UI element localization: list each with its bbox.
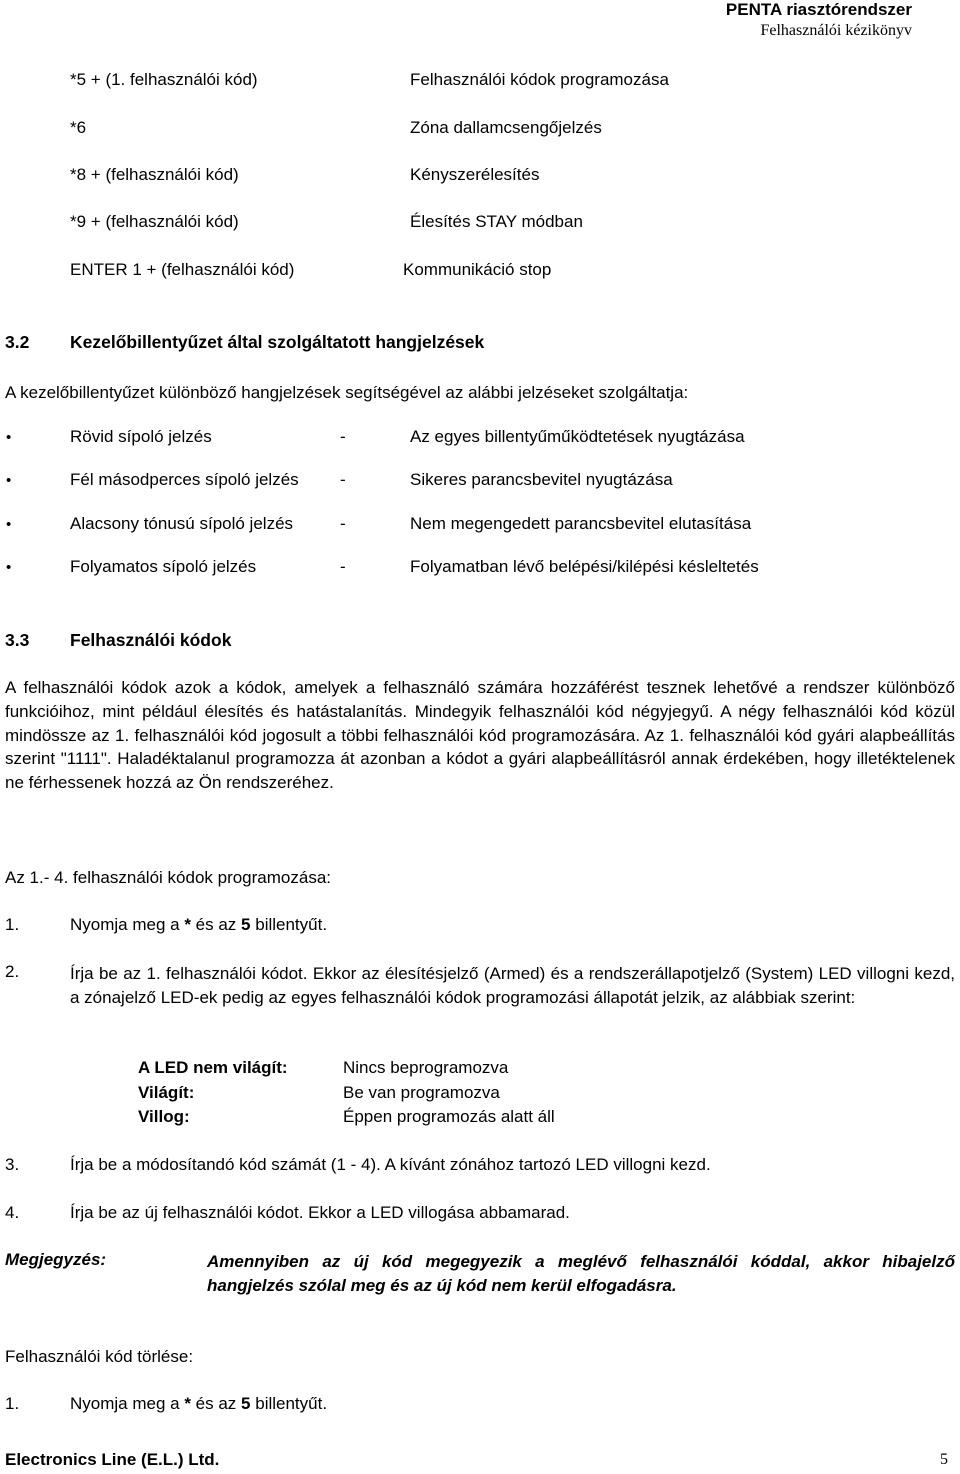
command-desc: Zóna dallamcsengőjelzés xyxy=(410,118,602,137)
delete-heading: Felhasználói kód törlése: xyxy=(5,1347,194,1366)
command-desc: Kommunikáció stop xyxy=(403,260,552,279)
bullet-icon: • xyxy=(6,429,12,446)
header-title: PENTA riasztórendszer xyxy=(725,0,912,19)
section-title: Felhasználói kódok xyxy=(70,630,232,650)
step-number: 3. xyxy=(5,1155,20,1174)
command-key: ENTER 1 + (felhasználói kód) xyxy=(70,260,295,279)
header-subtitle: Felhasználói kézikönyv xyxy=(760,22,912,39)
signal-name: Fél másodperces sípoló jelzés xyxy=(70,470,299,489)
star-key: * xyxy=(184,1394,191,1413)
step-number: 2. xyxy=(5,962,20,981)
section-paragraph: A felhasználói kódok azok a kódok, amelyek a felhasználó számára hozzáférést tesznek lehetővé a rendszer különböző funkcióihoz, mint például élesítés és hatástalanítás. Mindegyik felhasználói kód négyjegyű. A négy felhasználói kód közül mindössze az 1. felhasználói kód jogosult a többi felhasználói kód programozására. Az 1. felhasználói kód gyári alapbeállítás szerint "1111". Haladéktalanul programozza át azonban a kódot a gyári alapbeállításról annak érdekében, hogy illetéktelenek ne férhessenek hozzá az Ön rendszeréhez. xyxy=(5,678,955,793)
led-state-value: Nincs beprogramozva xyxy=(343,1058,509,1077)
footer-company: Electronics Line (E.L.) Ltd. xyxy=(5,1450,220,1469)
signal-meaning: Nem megengedett parancsbevitel elutasítása xyxy=(410,514,752,533)
led-state-value: Be van programozva xyxy=(343,1083,500,1102)
led-state-label: Villog: xyxy=(138,1107,190,1126)
led-state-label: A LED nem világít: xyxy=(138,1058,288,1077)
bullet-icon: • xyxy=(6,472,12,489)
step-number: 1. xyxy=(5,1394,20,1413)
command-desc: Élesítés STAY módban xyxy=(410,212,583,231)
note-label: Megjegyzés: xyxy=(5,1250,107,1269)
five-key: 5 xyxy=(241,1394,251,1413)
signal-meaning: Az egyes billentyűműködtetések nyugtázása xyxy=(410,427,745,446)
command-desc: Felhasználói kódok programozása xyxy=(410,70,669,89)
command-key: *6 xyxy=(70,118,87,137)
section-number: 3.2 xyxy=(5,332,30,352)
step-4-text: Írja be az új felhasználói kódot. Ekkor a LED villogása abbamarad. xyxy=(70,1203,570,1222)
signal-name: Rövid sípoló jelzés xyxy=(70,427,212,446)
led-state-value: Éppen programozás alatt áll xyxy=(343,1107,555,1126)
led-state-label: Világít: xyxy=(138,1083,195,1102)
command-desc: Kényszerélesítés xyxy=(410,165,540,184)
command-key: *5 + (1. felhasználói kód) xyxy=(70,70,258,89)
note-text: Amennyiben az új kód megegyezik a meglévő felhasználói kóddal, akkor hibajelző hangjelzés szólal meg és az új kód nem kerül elfogadásra. xyxy=(207,1252,955,1295)
signal-meaning: Sikeres parancsbevitel nyugtázása xyxy=(410,470,673,489)
bullet-icon: • xyxy=(6,516,12,533)
page-number: 5 xyxy=(940,1451,948,1468)
step-2-text: Írja be az 1. felhasználói kódot. Ekkor az élesítésjelző (Armed) és a rendszerállapotjelző (System) LED villogni kezd, a zónajelző LED-ek pedig az egyes felhasználói kódok programozási állapotát jelzik, az alábbiak szerint: xyxy=(70,964,955,1007)
signal-dash: - xyxy=(340,557,346,576)
step-number: 4. xyxy=(5,1203,20,1222)
command-key: *8 + (felhasználói kód) xyxy=(70,165,239,184)
command-key: *9 + (felhasználói kód) xyxy=(70,212,239,231)
step-1-text: Nyomja meg a * és az 5 billentyűt. xyxy=(70,915,328,934)
section-title: Kezelőbillentyűzet által szolgáltatott hangjelzések xyxy=(70,332,485,352)
signal-meaning: Folyamatban lévő belépési/kilépési késleltetés xyxy=(410,557,759,576)
section-number: 3.3 xyxy=(5,630,30,650)
star-key: * xyxy=(184,915,191,934)
five-key: 5 xyxy=(241,915,251,934)
signal-name: Alacsony tónusú sípoló jelzés xyxy=(70,514,294,533)
signal-name: Folyamatos sípoló jelzés xyxy=(70,557,257,576)
step-number: 1. xyxy=(5,915,20,934)
signal-dash: - xyxy=(340,470,346,489)
signal-dash: - xyxy=(340,427,346,446)
signal-dash: - xyxy=(340,514,346,533)
step-3-text: Írja be a módosítandó kód számát (1 - 4). A kívánt zónához tartozó LED villogni kezd. xyxy=(70,1155,711,1174)
delete-step-1-text: Nyomja meg a * és az 5 billentyűt. xyxy=(70,1394,328,1413)
section-intro: A kezelőbillentyűzet különböző hangjelzések segítségével az alábbi jelzéseket szolgáltatja: xyxy=(5,383,689,402)
programming-heading: Az 1.- 4. felhasználói kódok programozása: xyxy=(5,868,332,887)
bullet-icon: • xyxy=(6,559,12,576)
